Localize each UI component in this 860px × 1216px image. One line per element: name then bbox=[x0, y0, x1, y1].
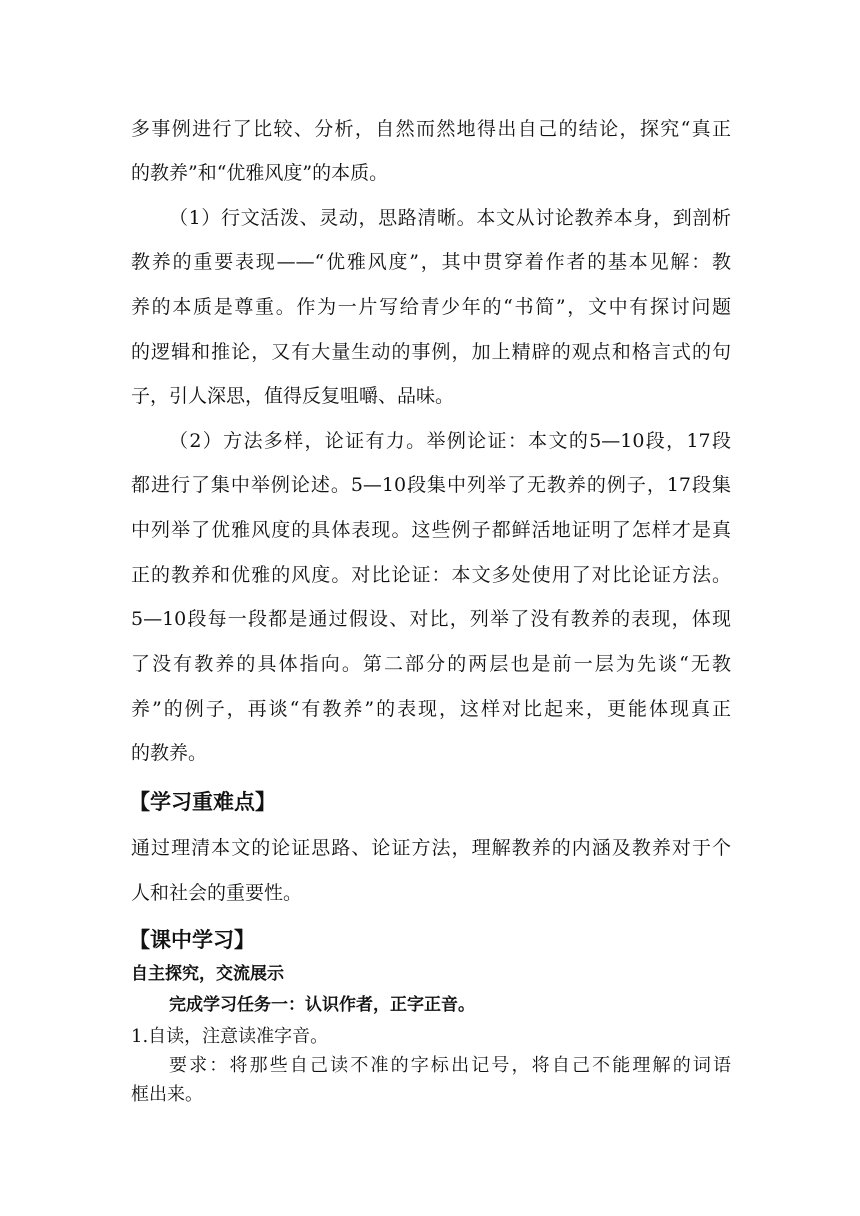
para2-line-4: 正的教养和优雅的风度。对比论证：本文多处使用了对比论证方法。 bbox=[131, 564, 731, 586]
difficulty-line-2: 人和社会的重要性。 bbox=[131, 882, 303, 904]
item-1: 1.自读，注意读准字音。 bbox=[131, 1026, 329, 1047]
requirement-line-2: 框出来。 bbox=[131, 1084, 203, 1105]
intro-line-1: 多事例进行了比较、分析，自然而然地得出自己的结论，探究“真正 bbox=[131, 118, 731, 140]
difficulty-line-1: 通过理清本文的论证思路、论证方法，理解教养的内涵及教养对于个 bbox=[131, 837, 731, 859]
subheading-explore: 自主探究，交流展示 bbox=[131, 964, 284, 984]
para1-line-5: 子，引人深思，值得反复咀嚼、品味。 bbox=[131, 385, 455, 407]
para1-line-4: 的逻辑和推论，又有大量生动的事例，加上精辟的观点和格言式的句 bbox=[131, 341, 731, 363]
para1-line-1: （1）行文活泼、灵动，思路清晰。本文从讨论教养本身，到剖析 bbox=[169, 207, 731, 229]
intro-line-2: 的教养”和“优雅风度”的本质。 bbox=[131, 162, 389, 184]
section-heading-difficulty: 【学习重难点】 bbox=[129, 790, 276, 814]
para2-line-2: 都进行了集中举例论述。5—10段集中列举了无教养的例子，17段集 bbox=[131, 474, 731, 496]
para2-line-8: 的教养。 bbox=[131, 742, 208, 764]
para1-line-2: 教养的重要表现——“优雅风度”，其中贯穿着作者的基本见解：教 bbox=[131, 251, 731, 273]
para2-line-6: 了没有教养的具体指向。第二部分的两层也是前一层为先谈“无教 bbox=[131, 653, 731, 675]
para2-line-1: （2）方法多样，论证有力。举例论证：本文的5—10段，17段 bbox=[169, 430, 731, 452]
para2-line-3: 中列举了优雅风度的具体表现。这些例子都鲜活地证明了怎样才是真 bbox=[131, 519, 731, 541]
section-heading-class: 【课中学习】 bbox=[129, 928, 255, 952]
requirement-line-1: 要求：将那些自己读不准的字标出记号，将自己不能理解的词语 bbox=[169, 1055, 731, 1076]
task-one: 完成学习任务一：认识作者，正字正音。 bbox=[169, 995, 475, 1015]
para1-line-3: 养的本质是尊重。作为一片写给青少年的“书简”，文中有探讨问题 bbox=[131, 296, 731, 318]
para2-line-7: 养”的例子，再谈“有教养”的表现，这样对比起来，更能体现真正 bbox=[131, 698, 731, 720]
para2-line-5: 5—10段每一段都是通过假设、对比，列举了没有教养的表现，体现 bbox=[131, 608, 731, 630]
